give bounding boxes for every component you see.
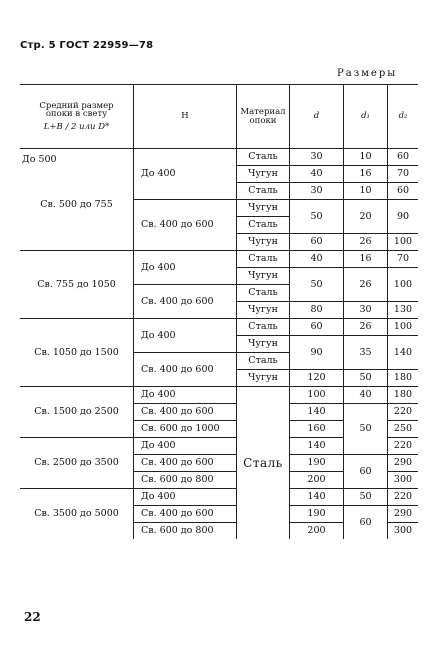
d2-cell: 60 bbox=[396, 151, 410, 163]
col-header-material-line2: опоки bbox=[249, 115, 277, 126]
material-cell: Чугун bbox=[237, 268, 290, 285]
d1-cell: 50 bbox=[344, 489, 388, 506]
d-cell: 100 bbox=[290, 387, 344, 404]
material-cell: Сталь bbox=[237, 387, 290, 540]
d1-cell: 16 bbox=[344, 166, 388, 183]
material-cell: Чугун bbox=[237, 302, 290, 319]
material-cell: Сталь bbox=[237, 251, 290, 268]
material-cell: Чугун bbox=[237, 200, 290, 217]
h-cell: Св. 600 до 800 bbox=[134, 472, 237, 489]
d2-cell: 70 bbox=[388, 166, 419, 183]
h-cell: До 400 bbox=[134, 387, 237, 404]
h-cell: До 400 bbox=[134, 489, 237, 506]
d1-cell: 35 bbox=[344, 336, 388, 370]
d2-cell: 180 bbox=[388, 370, 419, 387]
size-cell: Св. 1050 до 1500 bbox=[20, 319, 134, 387]
col-header-size-formula: L+B / 2 или D* bbox=[43, 121, 110, 132]
d1-cell: 26 bbox=[344, 268, 388, 302]
col-header-d: d bbox=[290, 85, 344, 149]
col-header-h: H bbox=[134, 85, 237, 149]
d-cell: 60 bbox=[290, 234, 344, 251]
material-cell: Сталь bbox=[237, 285, 290, 302]
material-cell: Чугун bbox=[237, 234, 290, 251]
page-number: 22 bbox=[24, 610, 41, 624]
d-cell: 140 bbox=[290, 404, 344, 421]
d2-cell: 220 bbox=[388, 438, 419, 455]
d-cell: 80 bbox=[290, 302, 344, 319]
d1-cell: 60 bbox=[344, 455, 388, 489]
h-cell: Св. 600 до 800 bbox=[134, 523, 237, 540]
dimensions-table bbox=[20, 84, 418, 539]
d1-cell: 60 bbox=[344, 506, 388, 540]
material-cell: Чугун bbox=[237, 370, 290, 387]
d2-cell: 290 bbox=[388, 455, 419, 472]
h-cell: Св. 400 до 600 bbox=[134, 455, 237, 472]
material-cell: Сталь bbox=[237, 149, 290, 166]
d2-cell: 100 bbox=[388, 234, 419, 251]
d-cell: 120 bbox=[290, 370, 344, 387]
d2-cell: 300 bbox=[388, 472, 419, 489]
size-cell: Св. 500 до 755 bbox=[20, 200, 134, 251]
d-cell: 160 bbox=[290, 421, 344, 438]
d2-cell: 250 bbox=[388, 421, 419, 438]
table-row bbox=[20, 387, 418, 404]
h-cell: Св. 400 до 600 bbox=[134, 285, 237, 319]
table-row bbox=[20, 149, 418, 166]
table-row bbox=[20, 200, 418, 217]
material-cell: Сталь bbox=[237, 217, 290, 234]
material-cell: Чугун bbox=[237, 166, 290, 183]
d2-cell: 100 bbox=[388, 268, 419, 302]
d1-cell: 26 bbox=[344, 234, 388, 251]
material-cell: Сталь bbox=[237, 319, 290, 336]
d-cell: 40 bbox=[290, 251, 344, 268]
d-cell: 140 bbox=[290, 438, 344, 455]
h-cell: Св. 400 до 600 bbox=[134, 353, 237, 387]
d2-cell: 290 bbox=[388, 506, 419, 523]
h-cell: Св. 400 до 600 bbox=[134, 404, 237, 421]
table-header-row bbox=[20, 85, 418, 149]
d-cell: 50 bbox=[290, 200, 344, 234]
h-cell: До 400 bbox=[134, 319, 237, 353]
d-cell: 40 bbox=[290, 166, 344, 183]
h-cell: Св. 400 до 600 bbox=[134, 506, 237, 523]
d2-cell: 100 bbox=[388, 319, 419, 336]
h-cell: Св. 600 до 1000 bbox=[134, 421, 237, 438]
d-cell: 140 bbox=[290, 489, 344, 506]
d2-cell: 220 bbox=[388, 404, 419, 421]
material-cell: Чугун bbox=[237, 336, 290, 353]
d2-cell: 130 bbox=[388, 302, 419, 319]
h-cell: До 400 bbox=[134, 438, 237, 455]
d1-cell: 20 bbox=[344, 200, 388, 234]
d2-cell: 60 bbox=[388, 183, 419, 200]
h-cell: Св. 400 до 600 bbox=[134, 200, 237, 251]
d1-cell: 26 bbox=[344, 319, 388, 336]
d-cell: 30 bbox=[290, 183, 344, 200]
d2-cell: 220 bbox=[388, 489, 419, 506]
d-cell: 90 bbox=[290, 336, 344, 370]
d2-cell: 70 bbox=[388, 251, 419, 268]
h-cell: До 400 bbox=[134, 149, 237, 200]
d1-cell: 16 bbox=[344, 251, 388, 268]
d-cell: 50 bbox=[290, 268, 344, 302]
units-label: Размеры bbox=[337, 68, 398, 79]
d1-cell: 40 bbox=[344, 387, 388, 404]
h-cell: До 400 bbox=[134, 251, 237, 285]
table-row bbox=[20, 251, 418, 268]
size-cell: До 500 bbox=[20, 149, 134, 200]
material-cell: Сталь bbox=[237, 353, 290, 370]
col-header-material-line1: Материал bbox=[240, 107, 286, 117]
col-header-size-line2: опоки в свету bbox=[45, 109, 108, 120]
d1-cell: 10 bbox=[344, 149, 388, 166]
d-cell: 190 bbox=[290, 455, 344, 472]
d2-cell: 180 bbox=[388, 387, 419, 404]
d-cell: 200 bbox=[290, 523, 344, 540]
d2-cell: 90 bbox=[388, 200, 419, 234]
page-header: Стр. 5 ГОСТ 22959—78 bbox=[20, 40, 154, 51]
d1-cell: 50 bbox=[344, 370, 388, 387]
size-cell: Св. 755 до 1050 bbox=[20, 251, 134, 319]
size-cell: Св. 1500 до 2500 bbox=[20, 387, 134, 438]
col-header-material bbox=[237, 85, 290, 149]
d-cell: 60 bbox=[290, 319, 344, 336]
d-cell: 30 bbox=[290, 149, 344, 166]
d2-cell: 140 bbox=[388, 336, 419, 370]
d1-cell: 10 bbox=[344, 183, 388, 200]
d-cell: 190 bbox=[290, 506, 344, 523]
d2-cell: 300 bbox=[388, 523, 419, 540]
size-cell: Св. 2500 до 3500 bbox=[20, 438, 134, 489]
d-cell: 200 bbox=[290, 472, 344, 489]
col-header-d1: d₁ bbox=[344, 85, 388, 149]
col-header-d2: d₂ bbox=[388, 85, 419, 149]
col-header-size-line1: Средний размер bbox=[39, 100, 114, 111]
size-cell: Св. 3500 до 5000 bbox=[20, 489, 134, 540]
table-row bbox=[20, 489, 418, 506]
d1-cell: 30 bbox=[344, 302, 388, 319]
d1-cell: 50 bbox=[344, 404, 388, 455]
table-row bbox=[20, 319, 418, 336]
col-header-size bbox=[20, 85, 134, 149]
material-cell: Сталь bbox=[237, 183, 290, 200]
